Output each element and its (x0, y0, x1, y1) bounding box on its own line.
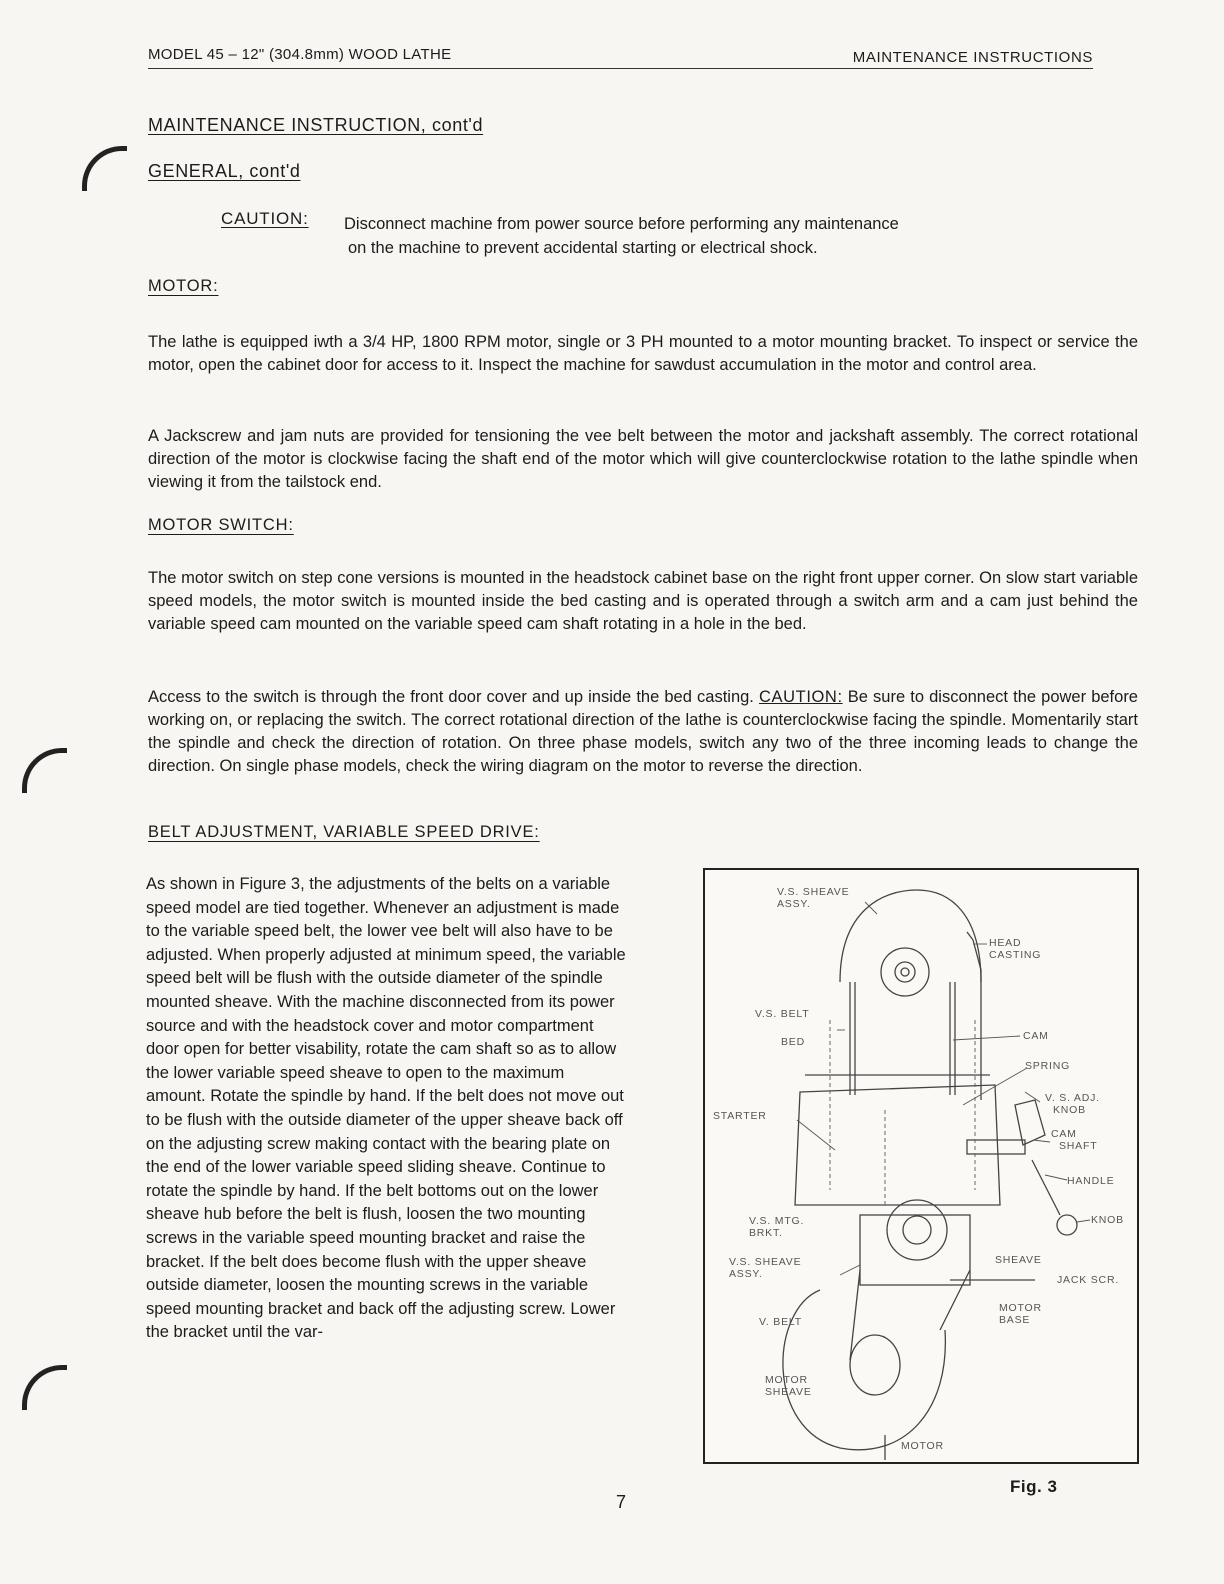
label-line: ASSY. (729, 1268, 763, 1280)
label-line: MOTOR (765, 1374, 808, 1386)
belt-adjustment-heading: BELT ADJUSTMENT, VARIABLE SPEED DRIVE: (148, 823, 540, 841)
label-vs-mtg-brkt (749, 1215, 804, 1239)
label-v-belt: V. BELT (759, 1316, 802, 1328)
label-head-casting (989, 937, 1041, 961)
label-vs-sheave-assy (777, 886, 849, 910)
label-line: KNOB (1053, 1104, 1086, 1116)
label-line: CAM (1051, 1128, 1077, 1140)
label-knob: KNOB (1091, 1214, 1124, 1226)
label-jack-scr: JACK SCR. (1057, 1274, 1120, 1286)
binder-hole-mark (22, 1365, 67, 1410)
switch-para-text-a: Access to the switch is through the front door cover and up inside the bed casting. (148, 688, 754, 706)
label-line: ASSY. (777, 898, 811, 910)
motor-paragraph-1: The lathe is equipped iwth a 3/4 HP, 1800 RPM motor, single or 3 PH mounted to a motor mounting bracket. To inspect or service the motor, open the cabinet door for access to it. Inspect the machine for sawdust accumulation in the motor and control area. (148, 333, 1138, 374)
label-line: SHAFT (1059, 1140, 1098, 1152)
motor-heading: MOTOR: (148, 277, 219, 295)
inline-caution-label: CAUTION: (759, 688, 843, 706)
label-motor-base (999, 1302, 1042, 1326)
motor-paragraph-2: A Jackscrew and jam nuts are provided for tensioning the vee belt between the motor and jackshaft assembly. The correct rotational direction of the motor is clockwise facing the shaft end of the motor which will give counterclockwise rotation to the lathe spindle when viewing it from the tailstock end. (148, 427, 1138, 491)
label-vs-belt: V.S. BELT (755, 1008, 810, 1020)
page-title: MAINTENANCE INSTRUCTION, cont'd (148, 115, 484, 135)
label-vs-adj-knob (1045, 1092, 1100, 1116)
label-line: V. S. ADJ. (1045, 1092, 1100, 1104)
binder-hole-mark (82, 146, 127, 191)
section-subtitle: GENERAL, cont'd (148, 161, 301, 181)
caution-label: CAUTION: (221, 209, 309, 228)
running-header (148, 46, 1093, 69)
figure-3-diagram (703, 868, 1139, 1464)
label-line: HEAD (989, 937, 1022, 949)
label-line: V.S. MTG. (749, 1215, 805, 1227)
motor-switch-heading: MOTOR SWITCH: (148, 516, 294, 534)
label-bed: BED (781, 1036, 805, 1048)
motor-switch-paragraph-2 (148, 686, 1138, 778)
handle-knob (1057, 1215, 1077, 1235)
spindle-hub (895, 962, 915, 982)
label-line: MOTOR (999, 1302, 1042, 1314)
figure-caption: Fig. 3 (1010, 1477, 1058, 1496)
label-sheave: SHEAVE (995, 1254, 1042, 1266)
label-line: CASTING (989, 949, 1042, 961)
label-motor-sheave (765, 1374, 812, 1398)
header-model: MODEL 45 – 12" (304.8mm) WOOD LATHE (148, 46, 452, 63)
lower-vs-sheave (887, 1200, 947, 1260)
caution-line-2: on the machine to prevent accidental starting or electrical shock. (348, 239, 818, 257)
vs-adj-knob-body (1015, 1100, 1045, 1145)
vs-sheave-outline (840, 890, 981, 982)
caution-text (344, 212, 1064, 260)
handle-lever (1032, 1160, 1060, 1215)
label-cam: CAM (1023, 1030, 1049, 1042)
vee-belt (850, 1270, 970, 1360)
motor-housing (783, 1290, 945, 1450)
label-motor: MOTOR (901, 1440, 944, 1452)
label-starter: STARTER (713, 1110, 767, 1122)
label-handle: HANDLE (1067, 1175, 1115, 1187)
motor-switch-paragraph-1: The motor switch on step cone versions is mounted in the headstock cabinet base on the right front upper corner. On slow start variable speed models, the motor switch is mounted inside the bed casting and is operated through a switch arm and a cam just behind the variable speed cam mounted on the variable speed cam shaft rotating in a hole in the bed. (148, 569, 1138, 633)
label-line: BASE (999, 1314, 1031, 1326)
label-line: SHEAVE (765, 1386, 812, 1398)
bed-casting (795, 1085, 1000, 1205)
sheave-bracket (860, 1215, 970, 1285)
binder-hole-mark (22, 748, 67, 793)
label-line: V.S. SHEAVE (777, 886, 850, 898)
caution-line-1: Disconnect machine from power source before performing any maintenance (344, 215, 899, 233)
page-number: 7 (616, 1492, 627, 1512)
label-line: V.S. SHEAVE (729, 1256, 802, 1268)
label-line: BRKT. (749, 1227, 783, 1239)
header-section: MAINTENANCE INSTRUCTIONS (852, 49, 1093, 66)
cam-shaft-bar (967, 1140, 1025, 1154)
switch-para-text-b: Be sure to disconnect the power before working on, or replacing the switch. The correct rotational direction of the lathe is counterclockwise facing the spindle. Momentarily start the spindle and check the direction of rotation. On three phase models, switch any two of the three incoming leads to change the direction. On single phase models, check the wiring diagram on the motor to reverse the direction. (148, 688, 1138, 775)
label-spring: SPRING (1025, 1060, 1071, 1072)
spindle-bore (901, 968, 909, 976)
motor-sheave (850, 1335, 900, 1395)
label-vs-sheave-assy-lower (729, 1256, 801, 1280)
label-cam-shaft (1051, 1128, 1097, 1152)
spindle-pulley (881, 948, 929, 996)
belt-adjustment-text: As shown in Figure 3, the adjustments of the belts on a variable speed model are tied together. Whenever an adjustment is made to the variable speed belt, the lower vee belt will also have to be adjusted. When properly adjusted at minimum speed, the variable speed belt will be flush with the outside diameter of the spindle mounted sheave. With the machine disconnected from its power source and with the headstock cover and motor compartment door open for better visability, rotate the cam shaft so as to allow the lower variable speed sheave to open to the maximum amount. Rotate the spindle by hand. If the belt does not move out to be flush with the outside diameter of the upper sheave back off on the adjusting screw making contact with the bearing plate on the end of the lower variable speed sliding sheave. Continue to rotate the spindle by hand. If the belt bottoms out on the lower sheave hub before the belt is flush, loosen the two mounting screws in the variable speed mounting bracket and raise the bracket. If the belt does become flush with the upper sheave outside diameter, loosen the mounting screws in the variable speed mounting bracket and back off the adjusting screw. Lower the bracket until the var- (146, 875, 626, 1342)
